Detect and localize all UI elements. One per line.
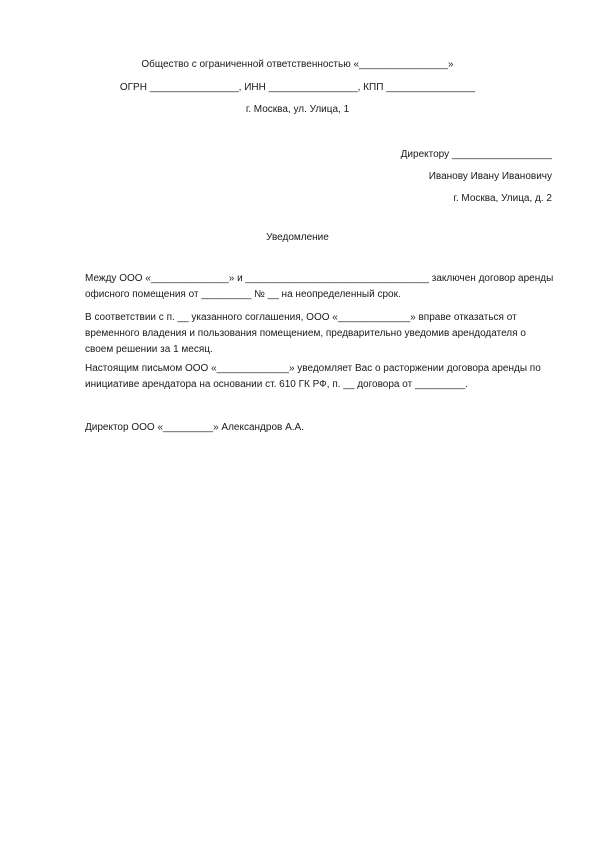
paragraph-line: офисного помещения от _________ № __ на неопределенный срок. (85, 289, 401, 300)
org-name-line: Общество с ограниченной ответственностью «________________» (141, 59, 454, 70)
paragraph-notification (85, 361, 555, 393)
paragraph-line: инициативе арендатора на основании ст. 610 ГК РФ, п. __ договора от _________. (85, 379, 468, 390)
registration-line: ОГРН ________________, ИНН ________________, КПП ________________ (119, 82, 476, 93)
paragraph-line: Между ООО «______________» и _________________________________ заключен договор аренды (85, 273, 554, 284)
recipient-position: Директору __________________ (400, 149, 552, 160)
paragraph-line: своем решении за 1 месяц. (85, 344, 213, 355)
paragraph-line: Настоящим письмом ООО «_____________» уведомляет Вас о расторжении договора аренды по (85, 363, 541, 374)
signature-line: Директор ООО «_________» Александров А.А. (85, 422, 304, 433)
paragraph-termination-right (85, 310, 555, 358)
recipient-address: г. Москва, Улица, д. 2 (453, 193, 552, 204)
recipient-name: Иванову Ивану Ивановичу (428, 171, 552, 182)
paragraph-lease-agreement (85, 271, 555, 303)
document-title: Уведомление (266, 232, 329, 243)
paragraph-line: временного владения и пользования помещением, предварительно уведомив арендодателя о (85, 328, 526, 339)
paragraph-line: В соответствии с п. __ указанного соглашения, ООО «_____________» вправе отказаться от (85, 312, 517, 323)
org-address: г. Москва, ул. Улица, 1 (245, 104, 350, 115)
